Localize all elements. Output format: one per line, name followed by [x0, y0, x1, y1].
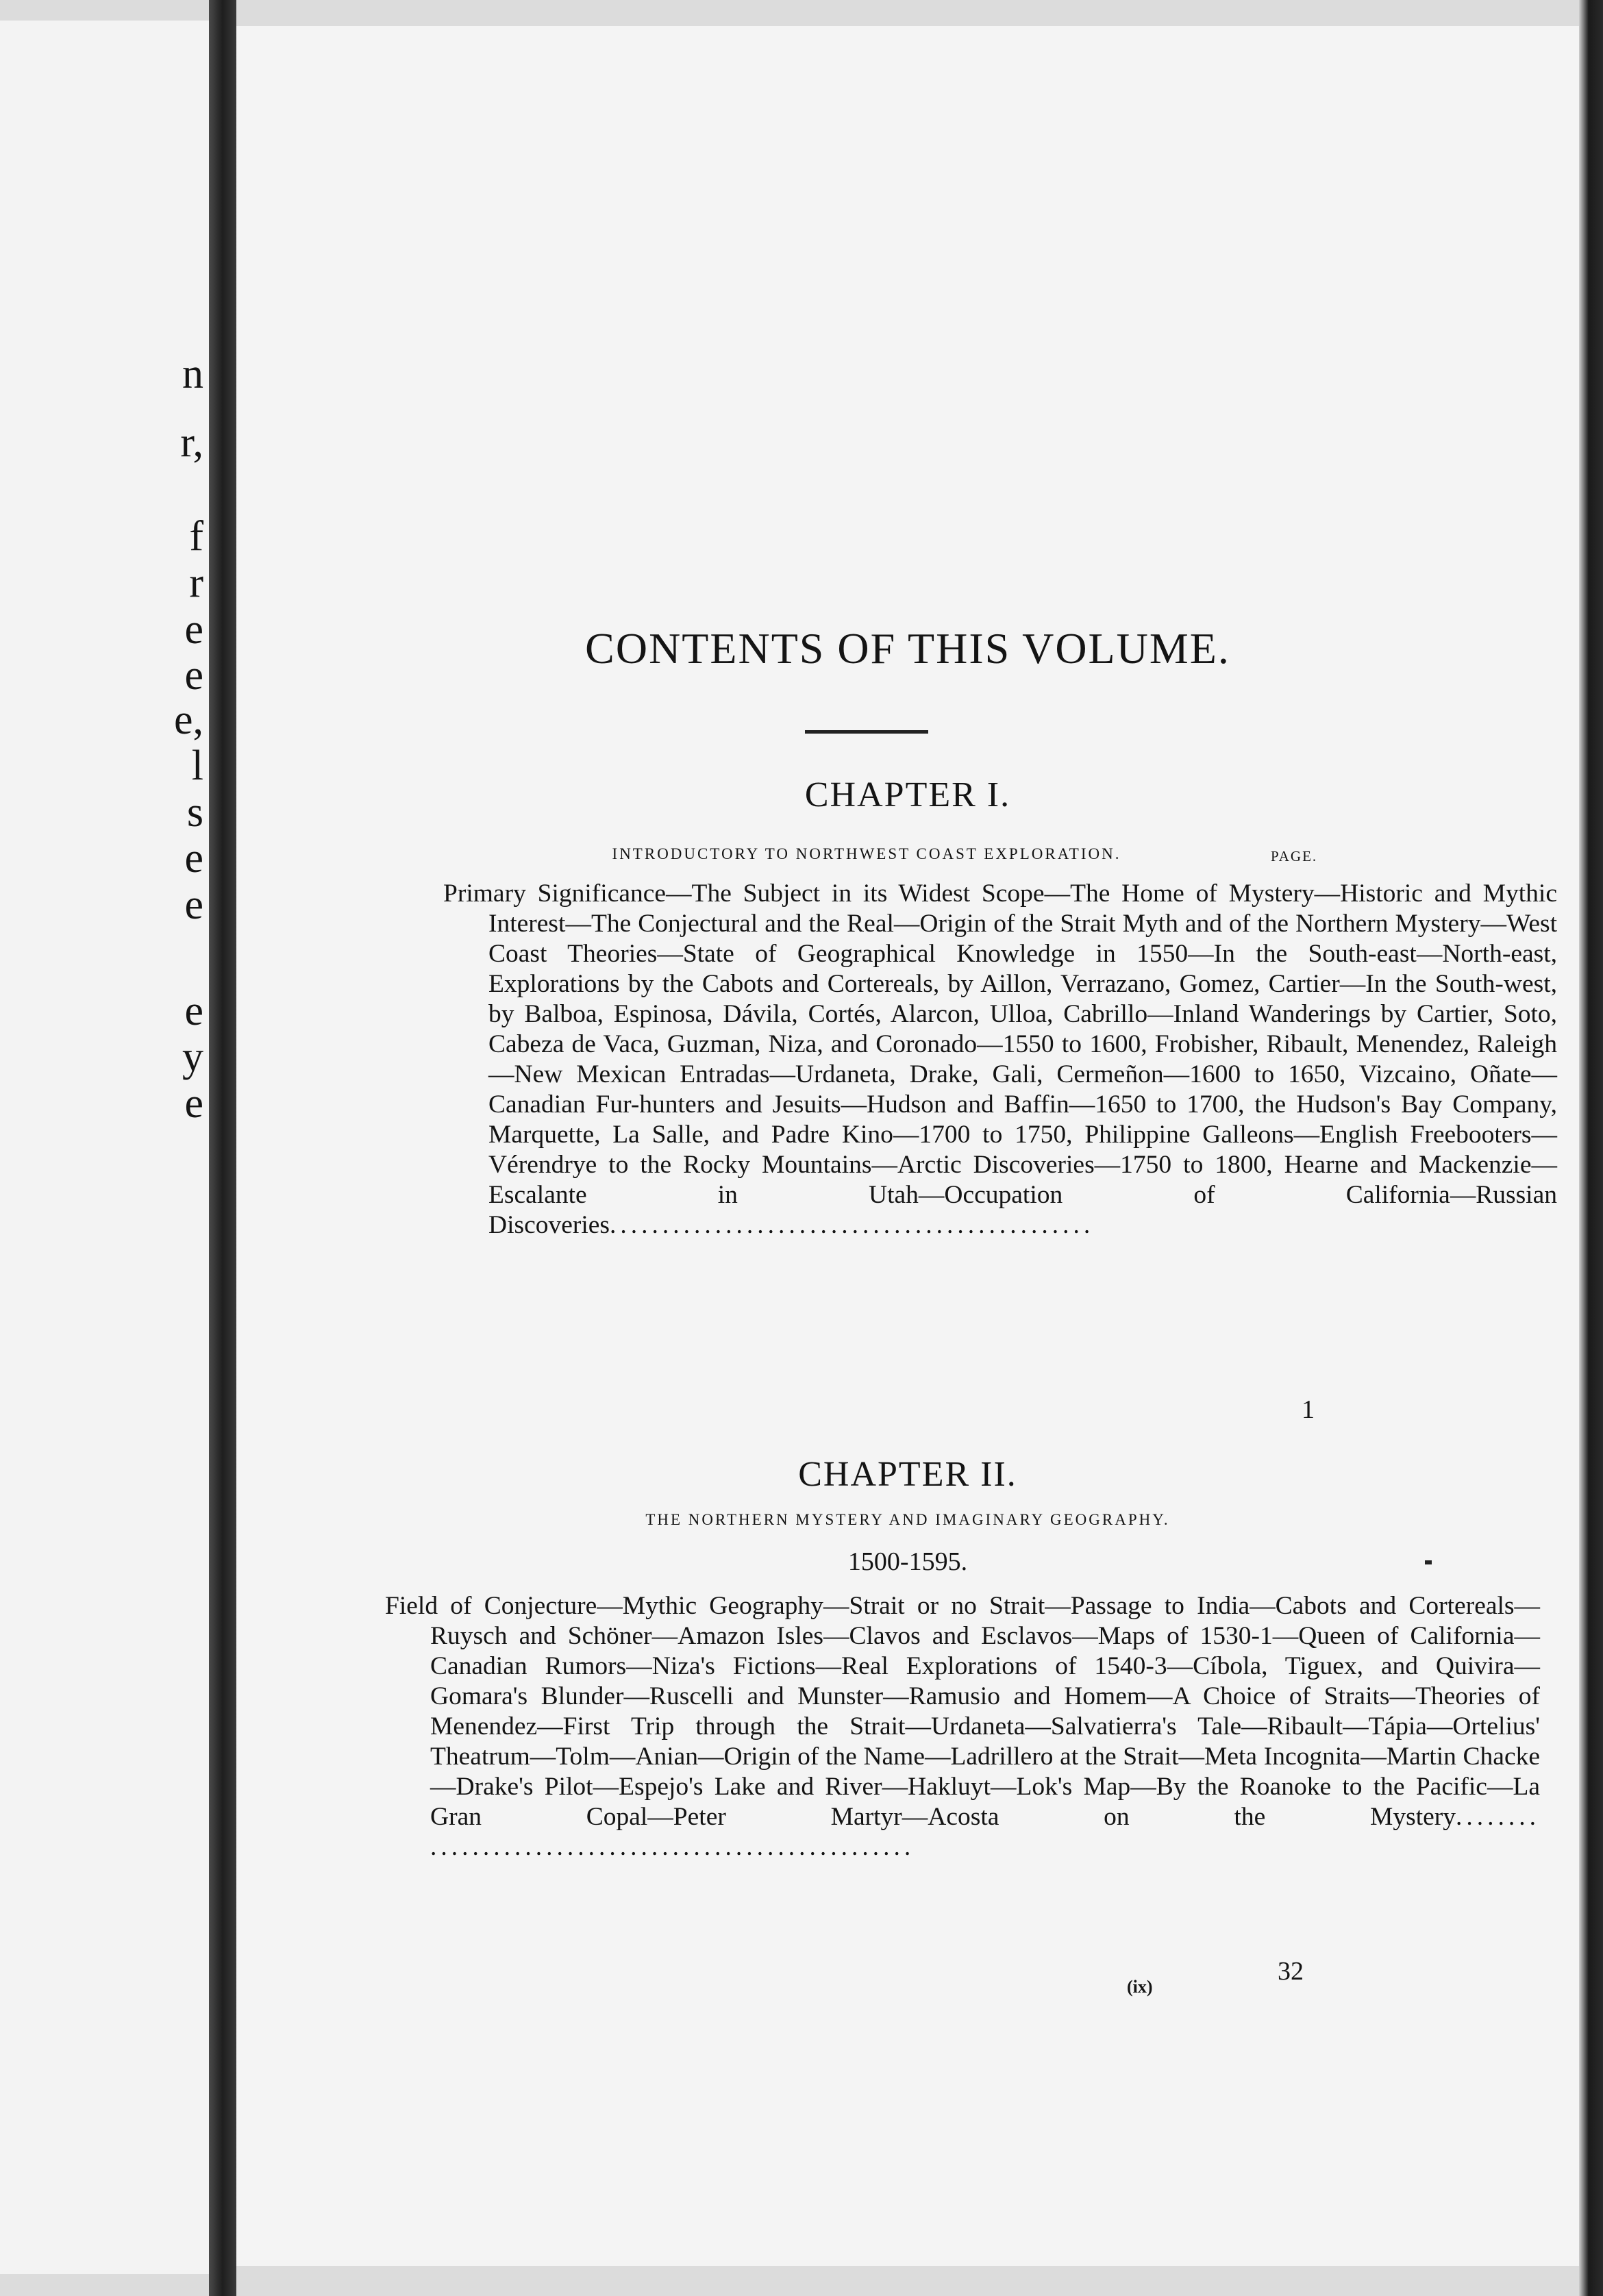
- book-gutter: [209, 0, 236, 2296]
- facing-letter: e: [184, 1080, 203, 1127]
- chapter-2-subtitle: THE NORTHERN MYSTERY AND IMAGINARY GEOGRAPHY.: [645, 1511, 1170, 1528]
- facing-letter: n: [182, 351, 203, 397]
- chapter-2-page-number: 32: [1278, 1957, 1304, 1986]
- contents-page: [236, 26, 1579, 2266]
- page-column-label: PAGE.: [1271, 848, 1318, 864]
- chapter-2-dates: 1500-1595.: [847, 1547, 968, 1576]
- chapter-1-heading: CHAPTER I.: [804, 775, 1011, 814]
- folio-number: (ix): [1127, 1977, 1153, 1997]
- facing-letter: e: [184, 835, 203, 882]
- facing-letter: r,: [180, 419, 203, 466]
- facing-page-text: [162, 21, 203, 2274]
- dot-leader: ..............................................: [610, 1211, 1095, 1239]
- chapter-1-page-number: 1: [1302, 1395, 1315, 1424]
- facing-letter: e,: [173, 697, 203, 743]
- ink-mark: [1425, 1560, 1432, 1564]
- facing-letter: e: [184, 652, 203, 699]
- chapter-2-summary: [385, 1591, 1540, 1862]
- chapter-1-summary: [443, 879, 1557, 1240]
- page-edge: [1579, 0, 1603, 2296]
- facing-letter: e: [184, 606, 203, 653]
- facing-letter: s: [186, 789, 203, 836]
- facing-letter: e: [184, 988, 203, 1034]
- facing-letter: e: [184, 882, 203, 928]
- dot-leader: ........ ..............................................: [430, 1803, 1540, 1861]
- title-rule: [805, 730, 928, 734]
- chapter-1-summary-text: Primary Significance—The Subject in its Widest Scope—The Home of Mystery—Historic and Mythic Interest—The Conjectural and the Real—Origin of the Strait Myth and of the Northern Mystery—West Coast Theories—State of Geographical Knowledge in 1550—In the South-east—North-east, Explorations by the Cabots and Cortereals, by Aillon, Verrazano, Gomez, Cartier—In the South-west, by Balboa, Espinosa, Dávila, Cortés, Alarcon, Ulloa, Cabrillo—Inland Wanderings by Cartier, Soto, Cabeza de Vaca, Guzman, Niza, and Coronado—1550 to 1600, Frobisher, Ribault, Menendez, Raleigh—New Mexican Entradas—Urdaneta, Drake, Gali, Cermeñon—1600 to 1650, Vizcaino, Oñate—Canadian Fur-hunters and Jesuits—Hudson and Baffin—1650 to 1700, the Hudson's Bay Company, Marquette, La Salle, and Padre Kino—1700 to 1750, Philippine Galleons—English Freebooters—Vérendrye to the Rocky Mountains—Arctic Discoveries—1750 to 1800, Hearne and Mackenzie—Escalante in Utah—Occupation of California—Russian Discoveries: [443, 879, 1557, 1239]
- chapter-2-heading: CHAPTER II.: [798, 1455, 1017, 1494]
- facing-letter: y: [182, 1034, 203, 1080]
- facing-letter: l: [191, 743, 203, 789]
- facing-letter: f: [189, 513, 203, 560]
- page-title: CONTENTS OF THIS VOLUME.: [585, 624, 1230, 673]
- facing-letter: r: [189, 560, 203, 606]
- chapter-2-summary-text: Field of Conjecture—Mythic Geography—Strait or no Strait—Passage to India—Cabots and Cortereals—Ruysch and Schöner—Amazon Isles—Clavos and Esclavos—Maps of 1530-1—Queen of California—Canadian Rumors—Niza's Fictions—Real Explorations of 1540-3—Cíbola, Tiguex, and Quivira—Gomara's Blunder—Ruscelli and Munster—Ramusio and Homem—A Choice of Straits—Theories of Menendez—First Trip through the Strait—Urdaneta—Salvatierra's Tale—Ribault—Tápia—Ortelius' Theatrum—Tolm—Anian—Origin of the Name—Ladrillero at the Strait—Meta Incognita—Martin Chacke—Drake's Pilot—Espejo's Lake and River—Hakluyt—Lok's Map—By the Roanoke to the Pacific—La Gran Copal—Peter Martyr—Acosta on the Mystery: [385, 1592, 1540, 1831]
- chapter-1-subtitle: INTRODUCTORY TO NORTHWEST COAST EXPLORATION.: [612, 845, 1121, 862]
- facing-page: [0, 21, 209, 2274]
